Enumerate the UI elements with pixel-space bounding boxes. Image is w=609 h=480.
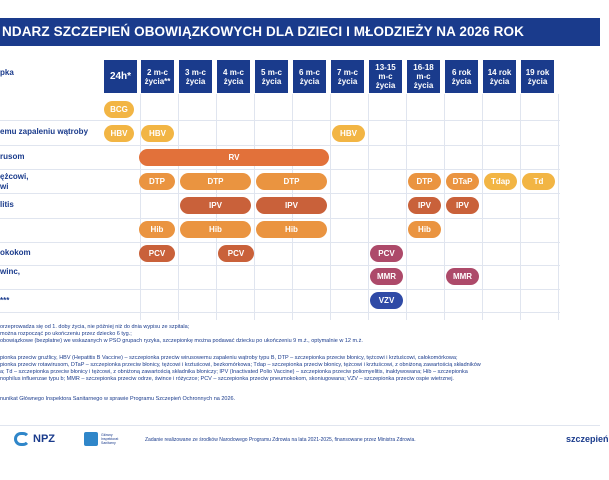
- vaccine-pill-hbv: HBV: [104, 125, 134, 142]
- grid-divider: [558, 94, 559, 320]
- row-label-rv: rusom: [0, 152, 25, 161]
- age-header-19y: 19 rok życia: [521, 60, 554, 93]
- vaccine-pill-ipv: IPV: [446, 197, 479, 214]
- grid-divider: [254, 94, 255, 320]
- vaccine-pill-td: Td: [522, 173, 555, 190]
- legend-line: nophilus influenzae typu b; MMR – szczepionka przeciw odrze, śwince i różyczce; PCV – szczepionka przeciw pneumokokom, skoniugowana; VZV – szczepionka przeciw ospie wietrznej.: [0, 376, 454, 382]
- footer-brand: szczepień: [566, 434, 609, 444]
- vaccine-pill-hib: Hib: [139, 221, 175, 238]
- grid-divider: [520, 94, 521, 320]
- age-header-7m: 7 m-c życia: [331, 60, 364, 93]
- grid-divider: [0, 242, 560, 243]
- age-header-16-18m: 16-18 m-c życia: [407, 60, 440, 93]
- grid-divider: [0, 218, 560, 219]
- vaccine-pill-tdap: Tdap: [484, 173, 517, 190]
- row-label-hbv: emu zapaleniu wątroby: [0, 127, 89, 136]
- grid-divider: [330, 94, 331, 320]
- footer-funding-text: Zadanie realizowane ze środków Narodowego Programu Zdrowia na lata 2021-2025, finansowane przez Ministra Zdrowia.: [145, 437, 416, 443]
- age-header-2m: 2 m-c życia**: [141, 60, 174, 93]
- vaccine-pill-hib: Hib: [256, 221, 327, 238]
- vaccine-pill-dtp: DTP: [256, 173, 327, 190]
- vaccine-pill-hbv: HBV: [332, 125, 365, 142]
- vaccine-pill-ipv: IPV: [256, 197, 327, 214]
- age-header-3m: 3 m-c życia: [179, 60, 212, 93]
- vaccine-pill-pcv: PCV: [370, 245, 403, 262]
- source-note: nunikat Głównego Inspektora Sanitarnego w sprawie Programu Szczepień Ochronnych na 2026.: [0, 396, 236, 402]
- legend-line: pionka przeciw rotawirusom, DTaP – szczepionka przeciw błonicy, tężcowi i krztuścowi, bezkomórkowa; Tdap – szczepionka przeciw błonicy, tężcowi i krztuścowi, z obniżoną zawartością składników: [0, 362, 481, 368]
- npz-logo: NPZ: [14, 432, 55, 446]
- gis-logo: Główny Inspektorat Sanitarny: [84, 432, 127, 446]
- grid-divider: [0, 289, 560, 290]
- vaccine-pill-hib: Hib: [408, 221, 441, 238]
- age-header-4m: 4 m-c życia: [217, 60, 250, 93]
- age-header-6y: 6 rok życia: [445, 60, 478, 93]
- footnote: można rozpocząć po ukończeniu przez dziecko 6 tyg.;: [0, 331, 132, 337]
- vaccine-pill-hib: Hib: [180, 221, 251, 238]
- row-label-vzv: ***: [0, 296, 10, 305]
- vaccine-pill-rv: RV: [139, 149, 329, 166]
- vaccine-pill-mmr: MMR: [446, 268, 479, 285]
- age-header-6m: 6 m-c życia: [293, 60, 326, 93]
- row-label-mmr: winc,: [0, 267, 21, 276]
- grid-divider: [0, 120, 560, 121]
- age-header-13-15m: 13-15 m-c życia: [369, 60, 402, 93]
- age-header-5m: 5 m-c życia: [255, 60, 288, 93]
- grid-divider: [0, 193, 560, 194]
- grid-divider: [0, 169, 560, 170]
- grid-divider: [0, 265, 560, 266]
- vaccine-pill-ipv: IPV: [408, 197, 441, 214]
- footer-divider: [0, 425, 600, 426]
- vaccine-pill-pcv: PCV: [218, 245, 254, 262]
- grid-divider: [444, 94, 445, 320]
- grid-divider: [406, 94, 407, 320]
- vaccine-pill-dtp: DTP: [408, 173, 441, 190]
- vaccine-pill-dtp: DTP: [139, 173, 175, 190]
- row-label-pcv: okokom: [0, 248, 31, 257]
- grid-divider: [368, 94, 369, 320]
- age-header-24h: 24h*: [104, 60, 137, 93]
- row-label-ipv: litis: [0, 200, 14, 209]
- title-bar: [0, 18, 600, 46]
- vaccine-pill-ipv: IPV: [180, 197, 251, 214]
- grid-divider: [0, 145, 560, 146]
- legend-line: a; Td – szczepionka przeciw błonicy i tężcowi, z obniżoną zawartością składnika błoniczy; IPV (Inactivated Polio Vaccine) – szczepionka przeciw poliomyelitis, inaktywowana; Hib – szczepionka: [0, 369, 468, 375]
- gis-logo-icon: [84, 432, 98, 446]
- age-header-14y: 14 rok życia: [483, 60, 516, 93]
- row-label-dtp-2: wi: [0, 182, 9, 191]
- vaccine-pill-pcv: PCV: [139, 245, 175, 262]
- npz-logo-icon: [14, 432, 30, 446]
- footnote: orzeprowadza się od 1. doby życia, nie później niż do dnia wypisu ze szpitala;: [0, 324, 190, 330]
- grid-divider: [0, 312, 560, 313]
- vaccine-pill-hbv: HBV: [141, 125, 174, 142]
- vaccine-pill-dtap: DTaP: [446, 173, 479, 190]
- vaccine-pill-vzv: VZV: [370, 292, 403, 309]
- row-label-dtp-1: ężcowi,: [0, 172, 29, 181]
- corner-label: pka: [0, 68, 14, 77]
- vaccine-pill-mmr: MMR: [370, 268, 403, 285]
- vaccine-pill-dtp: DTP: [180, 173, 251, 190]
- page-title: NDARZ SZCZEPIEŃ OBOWIĄZKOWYCH DLA DZIECI I MŁODZIEŻY NA 2026 ROK: [2, 24, 524, 39]
- grid-divider: [482, 94, 483, 320]
- vaccine-pill-bcg: BCG: [104, 101, 134, 118]
- legend-line: pionka przeciw gruźlicy, HBV (Hepatitis B Vaccine) – szczepionka przeciw wirusowemu zapaleniu wątroby typu B, DTP – szczepionka przeciw błonicy, tężcowi i krztuścowi, całokomórkowa;: [0, 355, 458, 361]
- grid-divider: [178, 94, 179, 320]
- grid-divider: [140, 94, 141, 320]
- footnote: obowiązkowe (bezpłatne) we wskazanych w PSO grupach ryzyka, szczepionkę można podawać dziecku po ukończeniu 9 m.ż., optymalnie w 12 m.ż.: [0, 338, 363, 344]
